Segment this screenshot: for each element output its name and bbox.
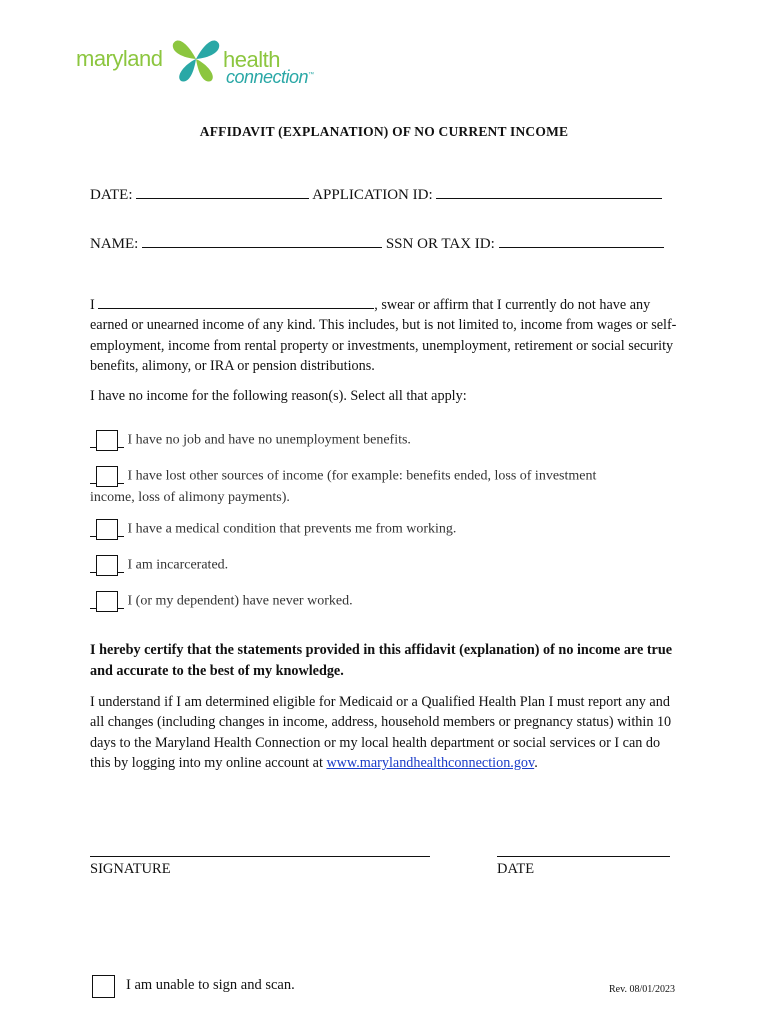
reasons-intro: I have no income for the following reason(s). Select all that apply:	[90, 388, 467, 404]
reason-option	[90, 466, 596, 487]
reason-checkbox-incarcerated[interactable]	[96, 555, 118, 576]
signature-line[interactable]	[90, 856, 430, 857]
name-field[interactable]	[142, 233, 382, 248]
name-field-label: NAME:	[90, 236, 139, 252]
date-field-label: DATE:	[90, 187, 133, 203]
reporting-notice-text: I understand if I am determined eligible for Medicaid or a Qualified Health Plan I must report any and all changes (including changes in income, address, household members or pregnancy status) within 10 days to the Maryland Health Connection or my local health department or social services or I can do this by logging into my online account at	[90, 694, 672, 772]
reason-label: I am incarcerated.	[127, 557, 229, 573]
affirmation-statement	[90, 294, 680, 377]
reason-label: I (or my dependent) have never worked.	[127, 593, 353, 609]
application-id-field[interactable]	[436, 184, 662, 199]
maryland-health-connection-logo	[76, 34, 326, 94]
statement-text: , swear or affirm that I currently do not have any earned or unearned income of any kind. This includes, but is not limited to, income from wages or self-employment, income from rental property or investments, unemployment, retirement or social security benefits, alimony, or IRA or pension distributions.	[90, 297, 677, 375]
unable-to-sign-checkbox[interactable]	[92, 975, 115, 998]
reason-option	[90, 591, 353, 612]
reason-label: I have lost other sources of income (for example: benefits ended, loss of investment	[127, 468, 597, 484]
reporting-notice: I understand if I am determined eligible for Medicaid or a Qualified Health Plan I must report any and all changes (including changes in income, address, household members or pregnancy status) within 10 days to the Maryland Health Connection or my local health department or social services or I can do this by logging into my online account at www.marylandhealthconnection.gov.	[90, 694, 672, 772]
application-id-field-label: APPLICATION ID:	[312, 187, 433, 203]
logo-word-health: health	[223, 47, 280, 72]
ssn-field-label: SSN OR TAX ID:	[385, 236, 495, 252]
reason-label: I have a medical condition that prevents me from working.	[127, 521, 457, 537]
reason-checkbox-lost-income[interactable]	[96, 466, 118, 487]
statement-prefix: I	[90, 297, 95, 313]
unable-to-sign-label: I am unable to sign and scan.	[126, 977, 295, 993]
reason-checkbox-medical[interactable]	[96, 519, 118, 540]
reason-checkbox-never-worked[interactable]	[96, 591, 118, 612]
reason-option	[90, 555, 228, 576]
affirmant-name-field[interactable]	[98, 294, 374, 309]
revision-date: Rev. 08/01/2023	[609, 984, 676, 995]
mhc-website-link[interactable]: www.marylandhealthconnection.gov	[326, 755, 535, 772]
reason-label: I have no job and have no unemployment benefits.	[127, 432, 411, 448]
page-title: AFFIDAVIT (EXPLANATION) OF NO CURRENT INCOME	[199, 124, 569, 139]
certification-statement: I hereby certify that the statements provided in this affidavit (explanation) of no income are true and accurate to the best of my knowledge.	[90, 642, 673, 679]
signature-date-line[interactable]	[497, 856, 670, 857]
name-ssn-row	[90, 233, 664, 253]
date-field[interactable]	[136, 184, 309, 199]
signature-date-label: DATE	[497, 861, 535, 877]
reason-option	[90, 519, 456, 540]
logo-word-maryland: maryland	[76, 46, 163, 71]
logo-butterfly-icon	[169, 34, 223, 84]
reason-checkbox-no-job[interactable]	[96, 430, 118, 451]
signature-label: SIGNATURE	[90, 861, 171, 877]
date-application-row	[90, 184, 662, 204]
ssn-field[interactable]	[499, 233, 664, 248]
logo-word-connection: connection™	[226, 67, 314, 87]
reason-option	[90, 430, 411, 451]
reason-label-continued: income, loss of alimony payments).	[90, 490, 290, 505]
